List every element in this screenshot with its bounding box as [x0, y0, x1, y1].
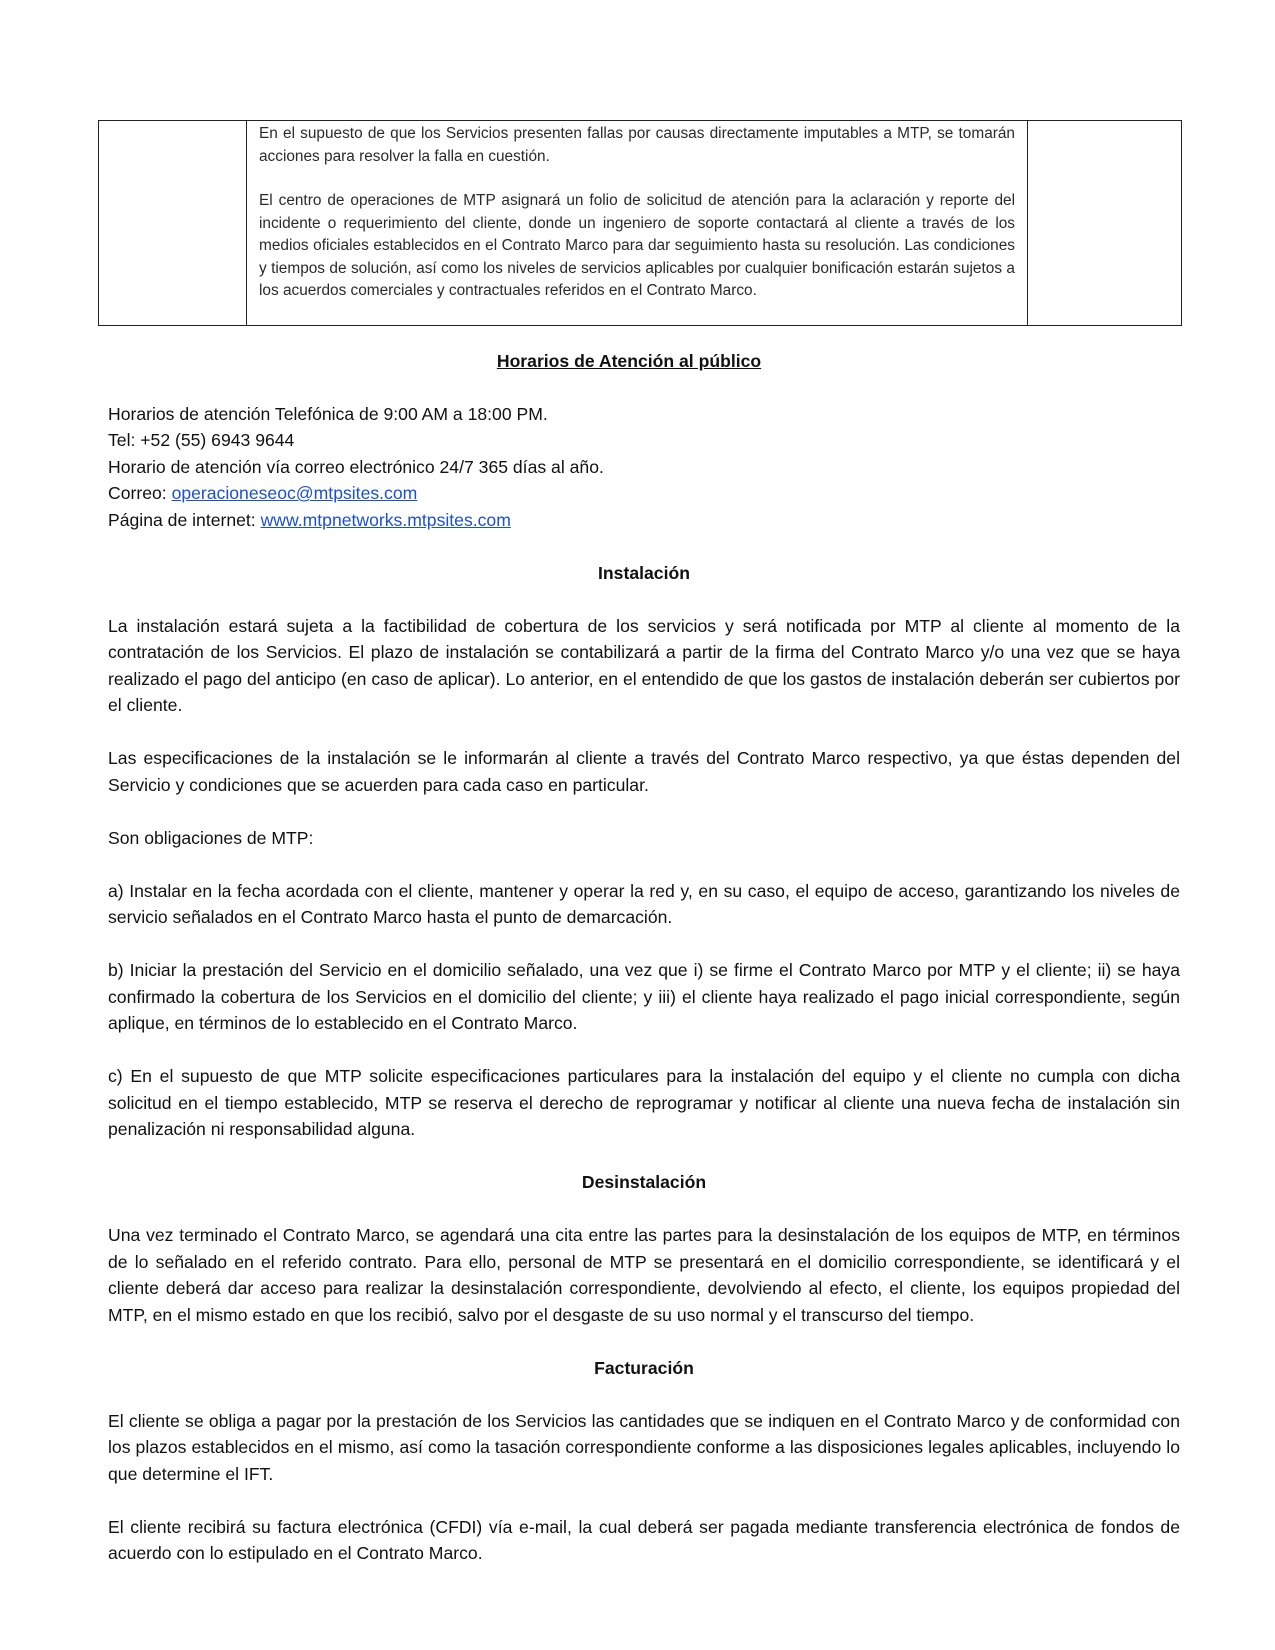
document-body	[108, 348, 1180, 1567]
website-line	[108, 507, 1180, 534]
website-link[interactable]: www.mtpnetworks.mtpsites.com	[260, 509, 511, 530]
table-cell-left	[99, 121, 247, 326]
instalacion-paragraph-2: Las especificaciones de la instalación se le informarán al cliente a través del Contrato Marco respectivo, ya que éstas dependen del Servicio y condiciones que se acuerden para cada caso en particular.	[108, 748, 1180, 795]
facturacion-paragraph-1: El cliente se obliga a pagar por la prestación de los Servicios las cantidades que se indiquen en el Contrato Marco y de conformidad con los plazos establecidos en el mismo, así como la tasación correspondiente conforme a las disposiciones legales aplicables, incluyendo lo que determine el IFT.	[108, 1410, 1180, 1484]
desinstalacion-paragraph-1: Una vez terminado el Contrato Marco, se agendará una cita entre las partes para la desinstalación de los equipos de MTP, en términos de lo señalado en el referido contrato. Para ello, personal de MTP se presentará en el domicilio correspondiente, se identificará y el cliente deberá dar acceso para realizar la desinstalación correspondiente, devolviendo al efecto, el cliente, los equipos propiedad del MTP, en el mismo estado en que los recibió, salvo por el desgaste de su uso normal y el transcurso del tiempo.	[108, 1225, 1180, 1325]
table-row	[99, 121, 1182, 326]
section-title-instalacion: Instalación	[598, 562, 690, 583]
instalacion-obligaciones-intro: Son obligaciones de MTP:	[108, 827, 314, 848]
table-cell-content	[247, 121, 1028, 326]
email-line	[108, 480, 1180, 507]
section-title-desinstalacion: Desinstalación	[581, 1172, 707, 1192]
table-paragraph-centro-operaciones: El centro de operaciones de MTP asignará un folio de solicitud de atención para la aclaración y reporte del incidente o requerimiento del cliente, donde un ingeniero de soporte contactará al cliente a través de los medios oficiales establecidos en el Contrato Marco para dar seguimiento hasta su resolución. Las condiciones y tiempos de solución, así como los niveles de servicios aplicables por cualquier bonificación estarán sujetos a los acuerdos comerciales y contractuales referidos en el Contrato Marco.	[259, 192, 1015, 299]
facturacion-paragraph-2: El cliente recibirá su factura electrónica (CFDI) vía e-mail, la cual deberá ser pagada mediante transferencia electrónica de fondos de acuerdo con lo estipulado en el Contrato Marco.	[108, 1516, 1180, 1563]
phone-hours: Horarios de atención Telefónica de 9:00 AM a 18:00 PM.	[108, 403, 548, 424]
email-link[interactable]: operacioneseoc@mtpsites.com	[171, 483, 418, 503]
obligacion-item-a: a) Instalar en la fecha acordada con el cliente, mantener y operar la red y, en su caso, el equipo de acceso, garantizando los niveles de servicio señalados en el Contrato Marco hasta el punto de demarcación.	[108, 880, 1180, 927]
table-cell-right	[1028, 121, 1182, 326]
email-label: Correo:	[108, 483, 172, 503]
section-title-horarios: Horarios de Atención al público	[496, 351, 762, 371]
table-paragraph-fallas: En el supuesto de que los Servicios presenten fallas por causas directamente imputables a MTP, se tomarán acciones para resolver la falla en cuestión.	[259, 125, 1015, 165]
section-title-facturacion: Facturación	[594, 1357, 694, 1378]
obligacion-item-b: b) Iniciar la prestación del Servicio en el domicilio señalado, una vez que i) se firme el Contrato Marco por MTP y el cliente; ii) se haya confirmado la cobertura de los Servicios en el domicilio del cliente; y iii) el cliente haya realizado el pago inicial correspondiente, según aplique, en términos de lo establecido en el Contrato Marco.	[108, 960, 1180, 1033]
email-hours: Horario de atención vía correo electrónico 24/7 365 días al año.	[108, 456, 604, 477]
support-table	[98, 120, 1182, 326]
contact-block	[108, 401, 1180, 534]
phone-number: Tel: +52 (55) 6943 9644	[108, 430, 295, 450]
instalacion-paragraph-1: La instalación estará sujeta a la factibilidad de cobertura de los servicios y será notificada por MTP al cliente al momento de la contratación de los Servicios. El plazo de instalación se contabilizará a partir de la firma del Contrato Marco y/o una vez que se haya realizado el pago del anticipo (en caso de aplicar). Lo anterior, en el entendido de que los gastos de instalación deberán ser cubiertos por el cliente.	[108, 615, 1180, 715]
website-label: Página de internet:	[108, 509, 261, 530]
cell-text	[247, 121, 1027, 305]
obligacion-item-c: c) En el supuesto de que MTP solicite especificaciones particulares para la instalación del equipo y el cliente no cumpla con dicha solicitud en el tiempo establecido, MTP se reserva el derecho de reprogramar y notificar al cliente una nueva fecha de instalación sin penalización ni responsabilidad alguna.	[108, 1066, 1180, 1139]
